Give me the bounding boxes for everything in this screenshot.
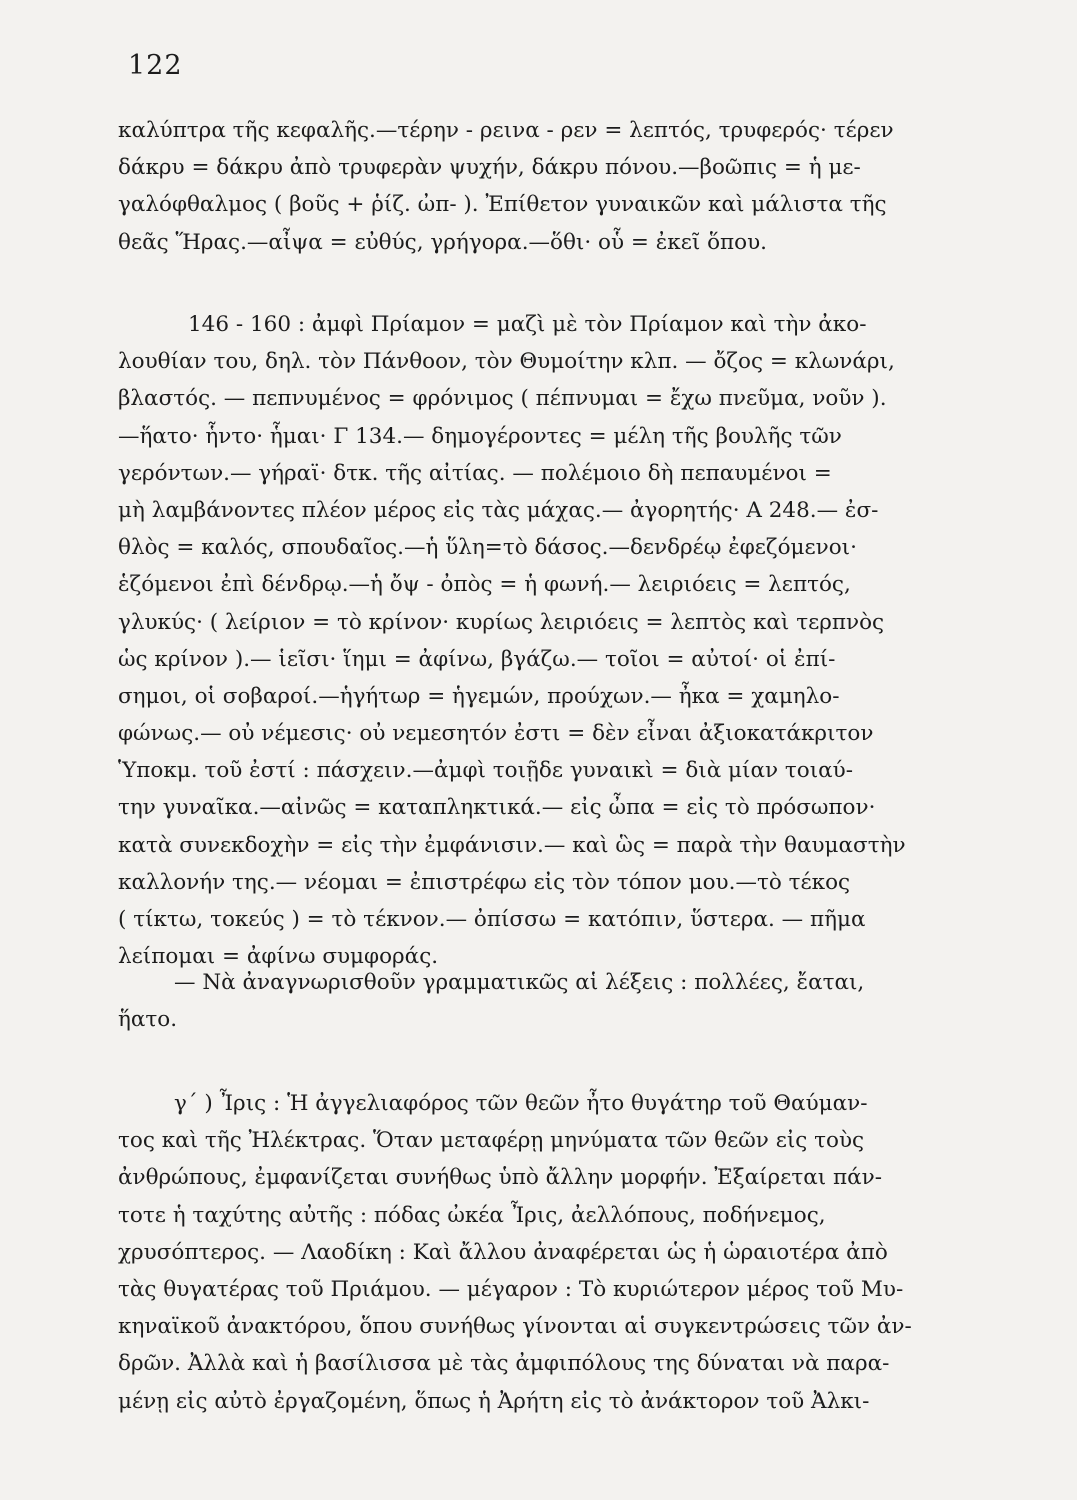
text-line: ἀνθρώπους, ἐμφανίζεται συνήθως ὑπὸ ἄλλην μορφήν. Ἐξαίρεται πάν- (118, 1165, 882, 1191)
text-line: μένῃ εἰς αὐτὸ ἐργαζομένη, ὅπως ἡ Ἀρήτη εἰς τὸ ἀνάκτορον τοῦ Ἀλκι- (118, 1388, 870, 1414)
text-line: θλὸς = καλός, σπουδαῖος.—ἡ ὕλη=τὸ δάσος.—δενδρέῳ ἐφεζόμενοι· (118, 535, 857, 561)
text-line: Ὑποκμ. τοῦ ἐστί : πάσχειν.—ἀμφὶ τοιῇδε γυναικὶ = διὰ μίαν τοιαύ- (118, 758, 853, 784)
text-line: γλυκύς· ( λείριον = τὸ κρίνον· κυρίως λειριόεις = λεπτὸς καὶ τερπνὸς (118, 609, 885, 635)
paragraph-glossary-intro (118, 112, 982, 261)
text-line: κατὰ συνεκδοχὴν = εἰς τὴν ἐμφάνισιν.— καὶ ὣς = παρὰ τὴν θαυμαστὴν (118, 832, 906, 858)
text-line: γ΄ ) Ἶρις : Ἡ ἀγγελιαφόρος τῶν θεῶν ἦτο θυγάτηρ τοῦ Θαύμαν- (174, 1091, 868, 1116)
text-line: βλαστός. — πεπνυμένος = φρόνιμος ( πέπνυμαι = ἔχω πνεῦμα, νοῦν ). (118, 386, 887, 412)
text-line: καλλονήν της.— νέομαι = ἐπιστρέφω εἰς τὸν τόπον μου.—τὸ τέκος (118, 869, 851, 895)
text-line: δρῶν. Ἀλλὰ καὶ ἡ βασίλισσα μὲ τὰς ἀμφιπόλους της δύναται νὰ παρα- (118, 1351, 890, 1377)
text-line: την γυναῖκα.—αἰνῶς = καταπληκτικά.— εἰς ὦπα = εἰς τὸ πρόσωπον· (118, 795, 876, 821)
text-line: τος καὶ τῆς Ἠλέκτρας. Ὅταν μεταφέρῃ μηνύματα τῶν θεῶν εἰς τοὺς (118, 1128, 865, 1154)
paragraph-exercise (118, 964, 982, 1038)
text-line: τοτε ἡ ταχύτης αὐτῆς : πόδας ὠκέα Ἶρις, ἀελλόπους, ποδήνεμος, (118, 1202, 826, 1228)
text-line: χρυσόπτερος. — Λαοδίκη : Καὶ ἄλλου ἀναφέρεται ὡς ἡ ὡραιοτέρα ἀπὸ (118, 1239, 888, 1265)
text-line: δάκρυ = δάκρυ ἀπὸ τρυφερὰν ψυχήν, δάκρυ πόνου.—βοῶπις = ἡ με- (118, 155, 861, 181)
text-line: γαλόφθαλμος ( βοῦς + ῥίζ. ὠπ- ). Ἐπίθετον γυναικῶν καὶ μάλιστα τῆς (118, 192, 887, 218)
text-line: θεᾶς Ἥρας.—αἶψα = εὐθύς, γρήγορα.—ὅθι· οὗ = ἐκεῖ ὅπου. (118, 229, 768, 255)
text-line: σημοι, οἱ σοβαροί.—ἡγήτωρ = ἡγεμών, προύχων.— ἦκα = χαμηλο- (118, 683, 840, 709)
text-line: ( τίκτω, τοκεύς ) = τὸ τέκνον.— ὀπίσσω = κατόπιν, ὕστερα. — πῆμα (118, 907, 866, 932)
text-line: —ἥατο· ἧντο· ἧμαι· Γ 134.— δημογέροντες = μέλη τῆς βουλῆς τῶν (118, 423, 842, 449)
paragraph-verses-146-160 (118, 306, 982, 975)
text-line: τὰς θυγατέρας τοῦ Πριάμου. — μέγαρον : Τὸ κυριώτερον μέρος τοῦ Μυ- (118, 1276, 904, 1302)
text-line: φώνως.— οὐ νέμεσις· οὐ νεμεσητόν ἐστι = δὲν εἶναι ἀξιοκατάκριτον (118, 721, 874, 747)
page-number: 122 (128, 50, 183, 81)
text-line: 146 - 160 : ἀμφὶ Πρίαμον = μαζὶ μὲ τὸν Πρίαμον καὶ τὴν ἀκο- (188, 312, 867, 337)
text-line: — Νὰ ἀναγνωρισθοῦν γραμματικῶς αἱ λέξεις : πολλέες, ἔαται, (174, 970, 865, 995)
text-line: ὡς κρίνον ).— ἱεῖσι· ἵημι = ἀφίνω, βγάζω.— τοῖοι = αὐτοί· οἱ ἐπί- (118, 646, 836, 672)
paragraph-section-gamma (118, 1085, 982, 1420)
text-line: κηναϊκοῦ ἀνακτόρου, ὅπου συνήθως γίνονται αἱ συγκεντρώσεις τῶν ἀν- (118, 1314, 912, 1340)
text-line: λουθίαν του, δηλ. τὸν Πάνθοον, τὸν Θυμοίτην κλπ. — ὄζος = κλωνάρι, (118, 349, 895, 375)
text-line: μὴ λαμβάνοντες πλέον μέρος εἰς τὰς μάχας.— ἀγορητής· Α 248.— ἐσ- (118, 497, 879, 523)
text-line: καλύπτρα τῆς κεφαλῆς.—τέρην - ρεινα - ρεν = λεπτός, τρυφερός· τέρεν (118, 118, 894, 143)
text-line: ἥατο. (118, 1007, 178, 1033)
text-line: λείπομαι = ἀφίνω συμφοράς. (118, 944, 439, 970)
text-line: γερόντων.— γήραϊ· δτκ. τῆς αἰτίας. — πολέμοιο δὴ πεπαυμένοι = (118, 460, 832, 486)
text-line: ἑζόμενοι ἐπὶ δένδρῳ.—ἡ ὄψ - ὀπὸς = ἡ φωνή.— λειριόεις = λεπτός, (118, 572, 851, 598)
